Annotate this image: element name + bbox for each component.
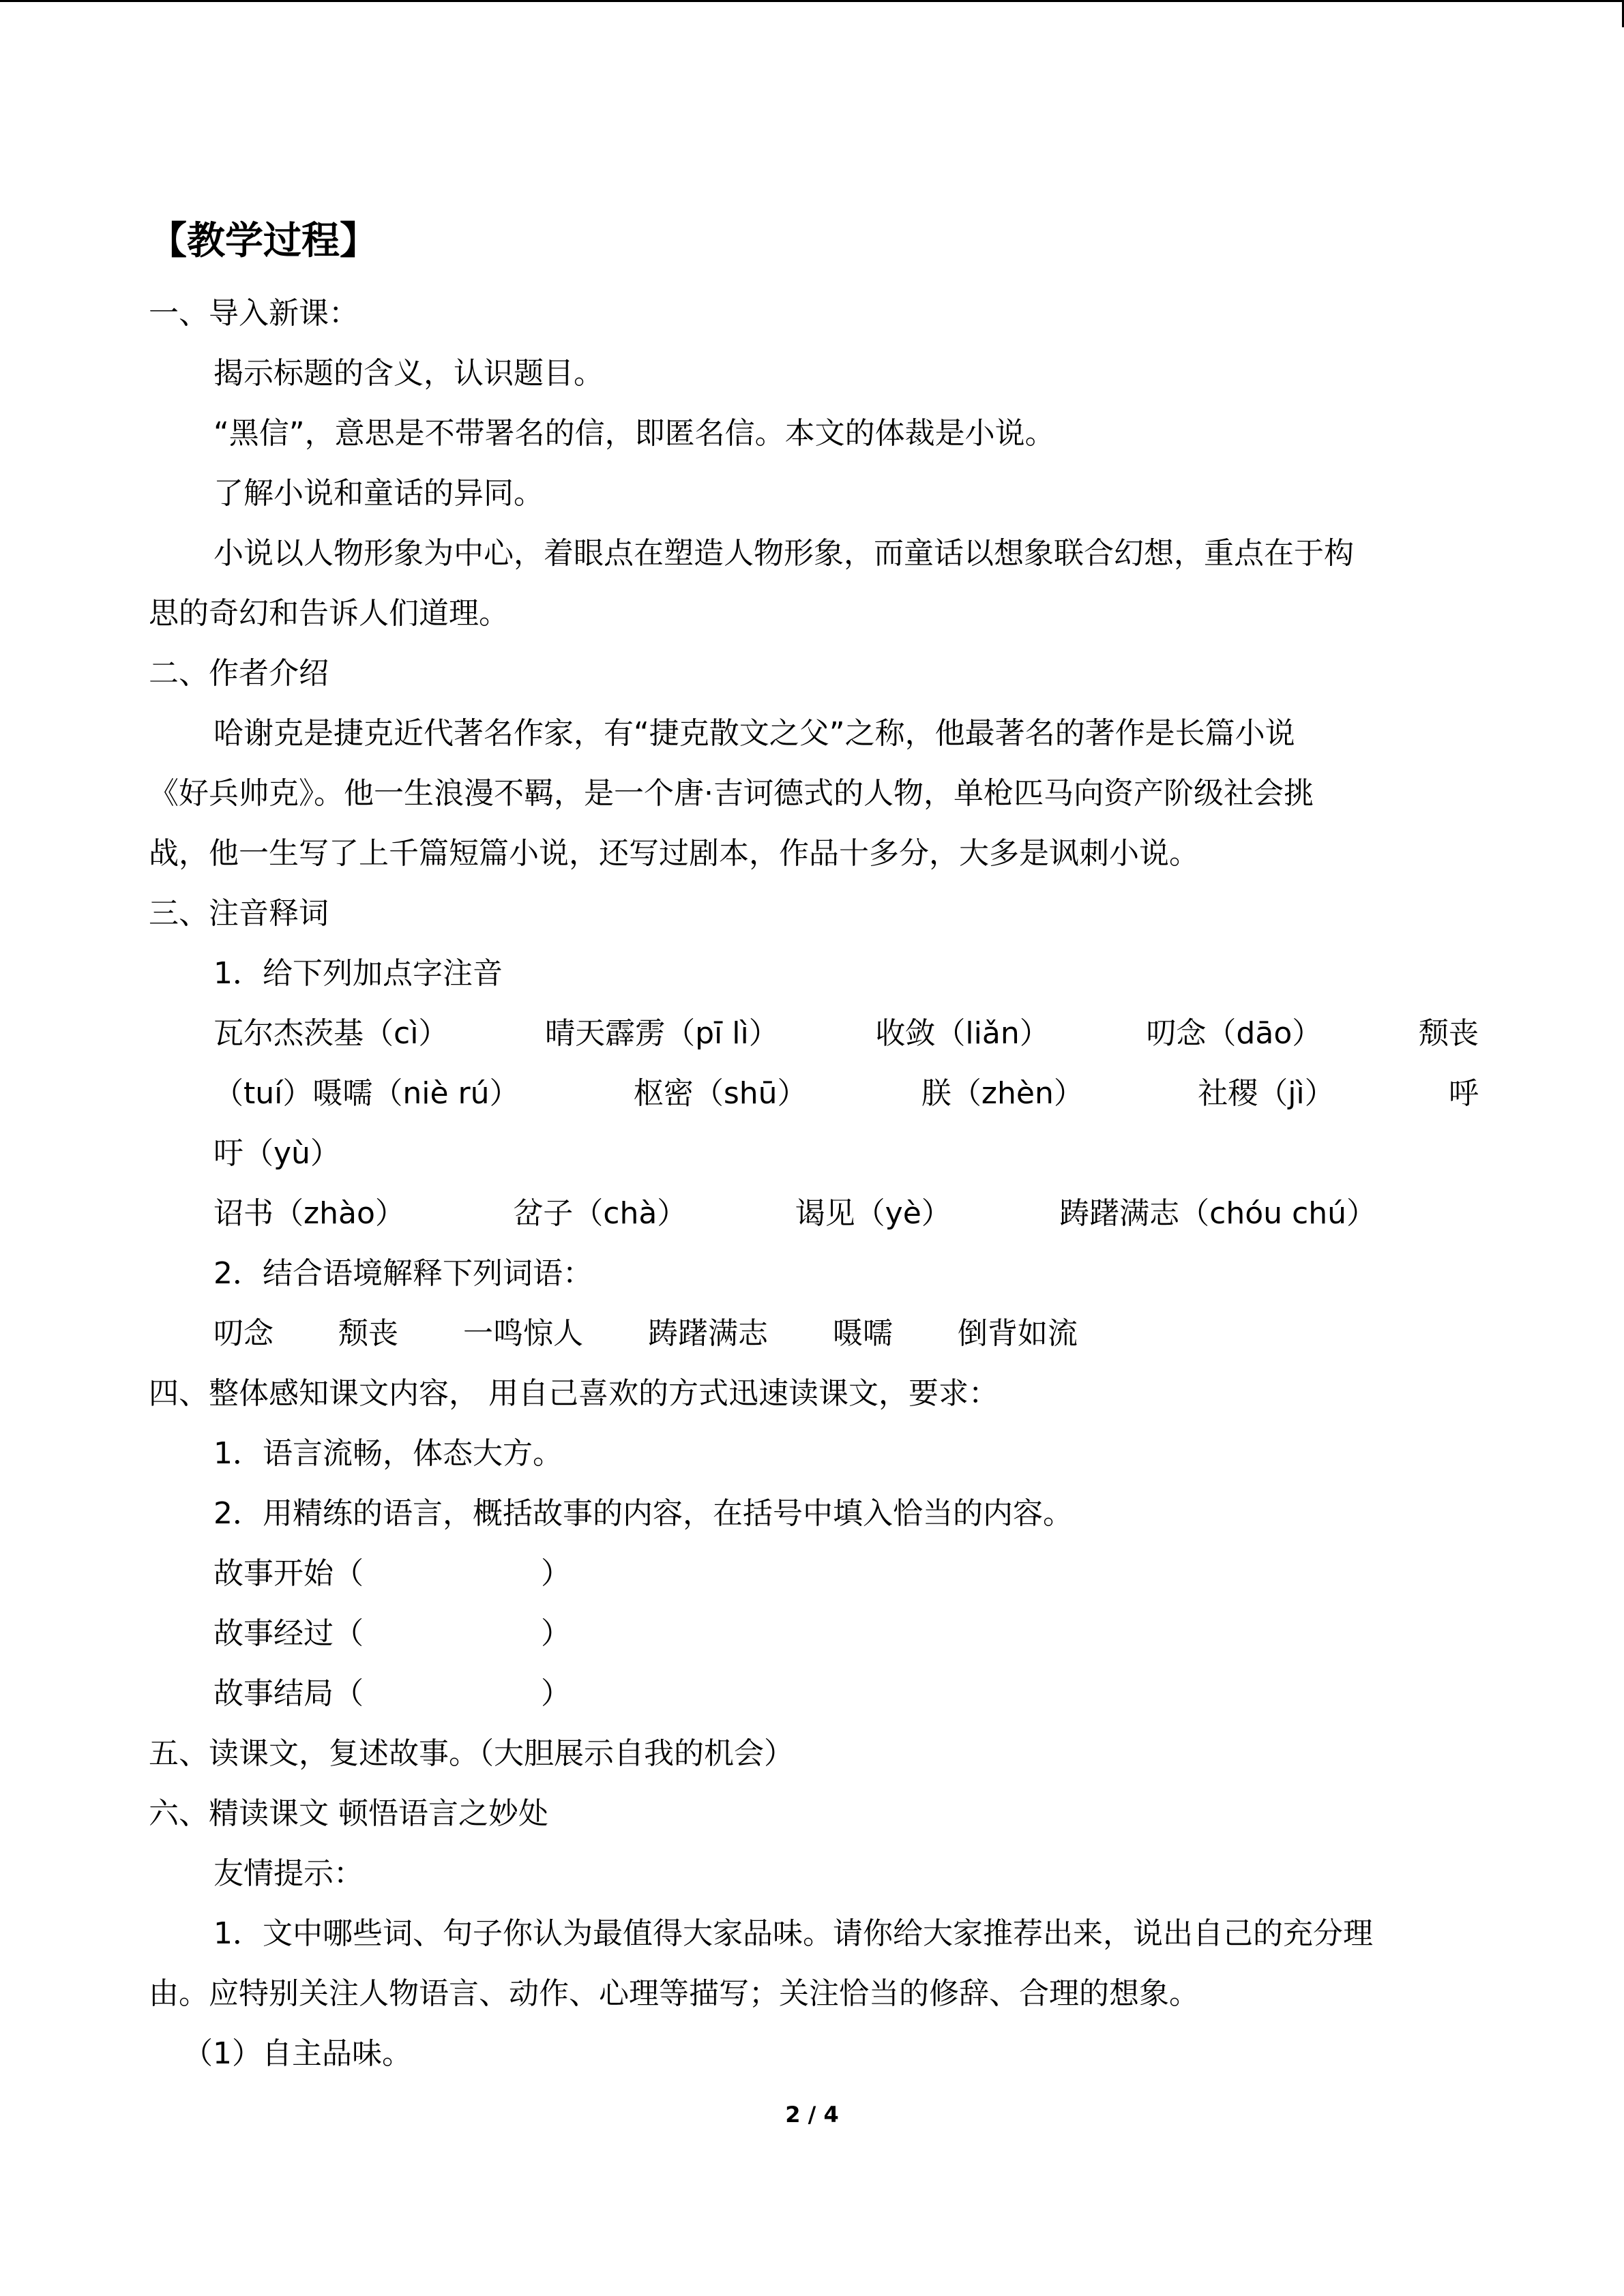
tip-label: 友情提示： xyxy=(213,1856,364,1891)
pinyin-item: 晴天霹雳（pī lì） xyxy=(545,1016,779,1051)
top-border xyxy=(0,0,1624,2)
story-start-blank: 故事开始（ ） xyxy=(213,1556,571,1591)
pinyin-item: 叨念（dāo） xyxy=(1146,1016,1323,1051)
story-end-blank: 故事结局（ ） xyxy=(213,1676,571,1711)
pinyin-item: 瓦尔杰茨基（cì） xyxy=(213,1016,449,1051)
page-content xyxy=(149,211,1479,2084)
paragraph: 哈谢克是捷克近代著名作家，有“捷克散文之父”之称，他最著名的著作是长篇小说 xyxy=(213,716,1295,751)
pinyin-item: 社稷（jì） xyxy=(1198,1076,1335,1111)
page-title: 【教学过程】 xyxy=(149,219,378,263)
word-item: 一鸣惊人 xyxy=(463,1316,583,1351)
paragraph: （1）自主品味。 xyxy=(183,2036,412,2071)
pinyin-item: 诏书（zhào） xyxy=(213,1196,405,1231)
word-item: 倒背如流 xyxy=(958,1316,1078,1351)
paragraph: 《好兵帅克》。他一生浪漫不羁，是一个唐·吉诃德式的人物，单枪匹马向资产阶级社会挑 xyxy=(149,776,1314,811)
question: 1．给下列加点字注音 xyxy=(213,956,503,991)
paragraph: 战，他一生写了上千篇短篇小说，还写过剧本，作品十多分，大多是讽刺小说。 xyxy=(149,836,1199,871)
paragraph: “黑信”，意思是不带署名的信，即匿名信。本文的体裁是小说。 xyxy=(213,416,1055,451)
pinyin-item: 呼 xyxy=(1449,1076,1479,1111)
paragraph: 了解小说和童话的异同。 xyxy=(213,476,544,511)
pinyin-item: （tuí）嗫嚅（niè rú） xyxy=(213,1076,520,1111)
paragraph: 思的奇幻和告诉人们道理。 xyxy=(149,596,509,631)
question: 2．结合语境解释下列词语： xyxy=(213,1256,593,1291)
pinyin-item: 颓丧 xyxy=(1418,1016,1479,1051)
story-process-blank: 故事经过（ ） xyxy=(213,1616,571,1651)
pinyin-item: 吁（yù） xyxy=(213,1136,340,1171)
section-5-heading: 五、读课文，复述故事。（大胆展示自我的机会） xyxy=(149,1736,794,1771)
word-item: 嗫嚅 xyxy=(833,1316,893,1351)
section-3-heading: 三、注音释词 xyxy=(149,896,329,931)
pinyin-item: 朕（zhèn） xyxy=(921,1076,1084,1111)
pinyin-row xyxy=(149,1004,1479,1064)
requirement: 1．语言流畅，体态大方。 xyxy=(213,1436,563,1471)
page-number: 2 / 4 xyxy=(785,2102,839,2128)
paragraph: 揭示标题的含义，认识题目。 xyxy=(213,356,604,391)
pinyin-item: 收敛（liǎn） xyxy=(875,1016,1050,1051)
word-list xyxy=(149,1304,1479,1364)
word-item: 叨念 xyxy=(213,1316,274,1351)
requirement: 2．用精练的语言，概括故事的内容，在括号中填入恰当的内容。 xyxy=(213,1496,1073,1531)
paragraph: 由。应特别关注人物语言、动作、心理等描写；关注恰当的修辞、合理的想象。 xyxy=(149,1976,1199,2011)
pinyin-item: 岔子（chà） xyxy=(513,1196,688,1231)
pinyin-item: 谒见（yè） xyxy=(795,1196,951,1231)
pinyin-row xyxy=(149,1184,1479,1244)
section-6-heading: 六、精读课文 顿悟语言之妙处 xyxy=(149,1796,548,1831)
pinyin-row xyxy=(149,1064,1479,1124)
section-1-heading: 一、导入新课： xyxy=(149,296,359,331)
paragraph: 小说以人物形象为中心，着眼点在塑造人物形象，而童话以想象联合幻想，重点在于构 xyxy=(213,536,1354,571)
word-item: 踌躇满志 xyxy=(648,1316,768,1351)
pinyin-item: 枢密（shū） xyxy=(633,1076,808,1111)
paragraph: 1．文中哪些词、句子你认为最值得大家品味。请你给大家推荐出来，说出自己的充分理 xyxy=(213,1916,1373,1951)
section-2-heading: 二、作者介绍 xyxy=(149,656,329,691)
pinyin-item: 踌躇满志（chóu chú） xyxy=(1059,1196,1376,1231)
section-4-heading: 四、整体感知课文内容， 用自己喜欢的方式迅速读课文，要求： xyxy=(149,1376,999,1411)
word-item: 颓丧 xyxy=(338,1316,398,1351)
